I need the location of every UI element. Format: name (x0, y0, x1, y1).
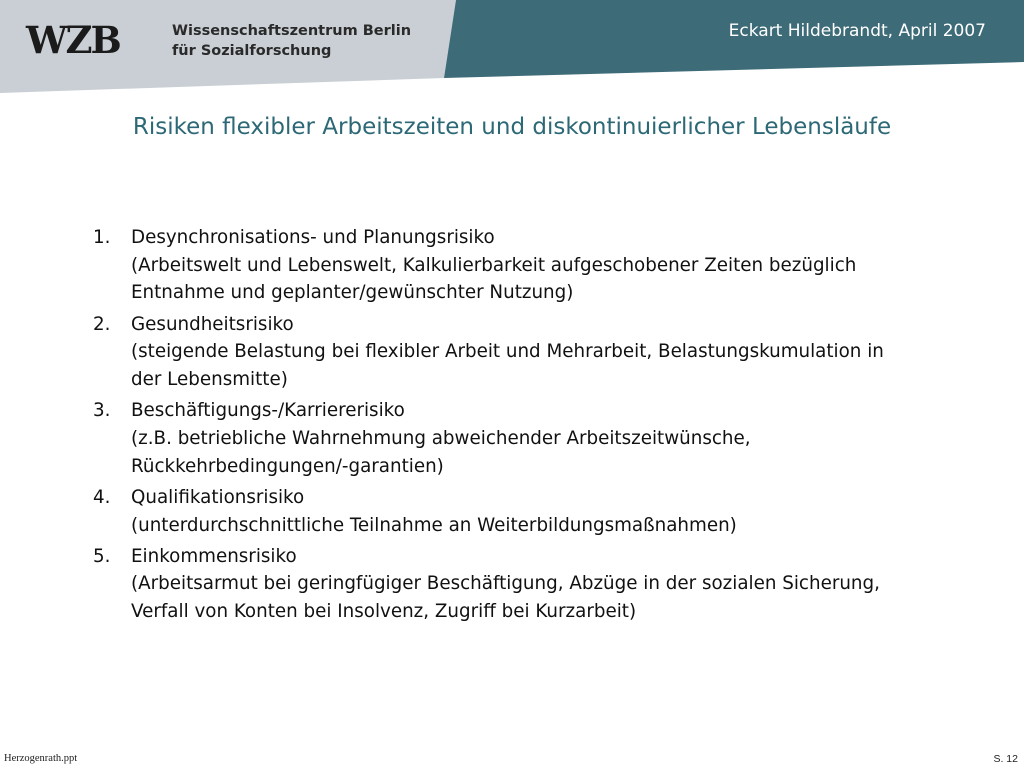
item-detail: (Arbeitswelt und Lebenswelt, Kalkulierbarkeit aufgeschobener Zeiten bezüglich (131, 254, 857, 276)
item-detail: (Arbeitsarmut bei geringfügiger Beschäftigung, Abzüge in der sozialen Sicherung, (131, 573, 880, 595)
list-item (93, 543, 973, 626)
item-number: 5. (93, 545, 111, 567)
item-text (131, 484, 973, 539)
item-detail: Rückkehrbedingungen/-garantien) (131, 455, 444, 477)
item-heading: Desynchronisations- und Planungsrisiko (131, 227, 495, 248)
item-number: 3. (93, 400, 111, 422)
item-heading: Gesundheitsrisiko (131, 313, 294, 335)
institution-line-1: Wissenschaftszentrum Berlin (172, 23, 412, 39)
item-text (131, 543, 973, 626)
footer-page-number: S. 12 (993, 753, 1018, 765)
author-date: Eckart Hildebrandt, April 2007 (728, 21, 986, 41)
item-heading: Einkommensrisiko (131, 545, 297, 567)
item-number: 2. (93, 313, 111, 335)
item-heading: Qualifikationsrisiko (131, 486, 305, 508)
item-text (131, 311, 973, 394)
footer-filename: Herzogenrath.ppt (4, 753, 78, 764)
list-item (93, 397, 973, 480)
item-number: 4. (93, 486, 111, 508)
slide-title: Risiken flexibler Arbeitszeiten und diskontinuierlicher Lebensläufe (132, 114, 892, 140)
list-item (93, 484, 973, 539)
header-background (0, 0, 1024, 95)
item-detail: (unterdurchschnittliche Teilnahme an Weiterbildungsmaßnahmen) (131, 514, 737, 536)
item-text (131, 224, 973, 307)
list-item (93, 311, 973, 394)
list-item (93, 224, 973, 307)
risk-list (93, 224, 973, 629)
item-detail: Verfall von Konten bei Insolvenz, Zugriff bei Kurzarbeit) (131, 601, 637, 623)
institution-name (172, 21, 411, 61)
item-detail: (z.B. betriebliche Wahrnehmung abweichender Arbeitszeitwünsche, (131, 427, 751, 449)
item-detail: (steigende Belastung bei flexibler Arbeit und Mehrarbeit, Belastungskumulation in (131, 341, 884, 363)
item-text (131, 397, 973, 480)
item-detail: der Lebensmitte) (131, 369, 288, 391)
item-detail: Entnahme und geplanter/gewünschter Nutzung) (131, 282, 574, 304)
wzb-logo: WZB (26, 18, 120, 62)
institution-line-2: für Sozialforschung (172, 43, 332, 59)
item-number: 1. (93, 227, 111, 248)
header-banner (0, 0, 1024, 95)
item-heading: Beschäftigungs-/Karriererisiko (131, 400, 405, 422)
